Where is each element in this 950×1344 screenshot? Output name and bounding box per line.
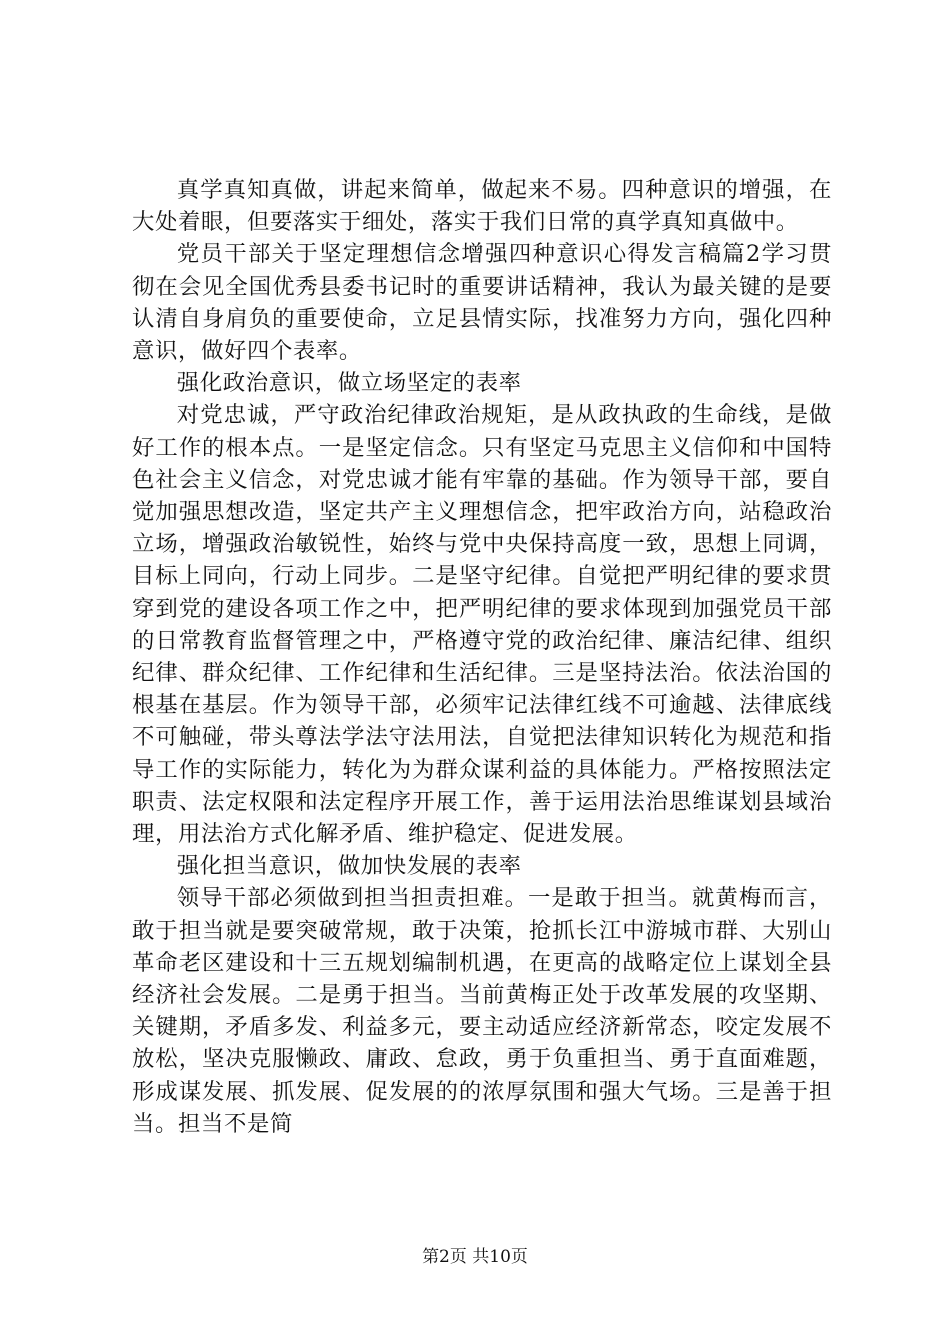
document-body bbox=[132, 174, 832, 1140]
paragraph-political: 对党忠诚，严守政治纪律政治规矩，是从政执政的生命线，是做好工作的根本点。一是坚定信念。只有坚定马克思主义信仰和中国特色社会主义信念，对党忠诚才能有牢靠的基础。作为领导干部，要自觉加强思想改造，坚定共产主义理想信念，把牢政治方向，站稳政治立场，增强政治敏锐性，始终与党中央保持高度一致，思想上同调，目标上同向，行动上同步。二是坚守纪律。自觉把严明纪律的要求贯穿到党的建设各项工作之中，把严明纪律的要求体现到加强党员干部的日常教育监督管理之中，严格遵守党的政治纪律、廉洁纪律、组织纪律、群众纪律、工作纪律和生活纪律。三是坚持法治。依法治国的根基在基层。作为领导干部，必须牢记法律红线不可逾越、法律底线不可触碰，带头尊法学法守法用法，自觉把法律知识转化为规范和指导工作的实际能力，转化为为群众谋利益的具体能力。严格按照法定职责、法定权限和法定程序开展工作，善于运用法治思维谋划县域治理，用法治方式化解矛盾、维护稳定、促进发展。 bbox=[132, 402, 832, 848]
paragraph-article-title: 党员干部关于坚定理想信念增强四种意识心得发言稿篇2学习贯彻在会见全国优秀县委书记时的重要讲话精神，我认为最关键的是要认清自身肩负的重要使命，立足县情实际，找准努力方向，强化四种意识，做好四个表率。 bbox=[132, 241, 832, 365]
page-number-footer: 第2页 共10页 bbox=[422, 1247, 528, 1267]
paragraph-intro: 真学真知真做，讲起来简单，做起来不易。四种意识的增强，在大处着眼，但要落实于细处，落实于我们日常的真学真知真做中。 bbox=[132, 177, 832, 236]
section-heading-political: 强化政治意识，做立场坚定的表率 bbox=[176, 370, 522, 397]
section-heading-responsibility: 强化担当意识，做加快发展的表率 bbox=[176, 853, 522, 880]
paragraph-responsibility: 领导干部必须做到担当担责担难。一是敢于担当。就黄梅而言，敢于担当就是要突破常规，敢于决策，抢抓长江中游城市群、大别山革命老区建设和十三五规划编制机遇，在更高的战略定位上谋划全县经济社会发展。二是勇于担当。当前黄梅正处于改革发展的攻坚期、关键期，矛盾多发、利益多元，要主动适应经济新常态，咬定发展不放松，坚决克服懒政、庸政、怠政，勇于负重担当、勇于直面难题，形成谋发展、抓发展、促发展的的浓厚氛围和强大气场。三是善于担当。担当不是简 bbox=[132, 885, 832, 1137]
